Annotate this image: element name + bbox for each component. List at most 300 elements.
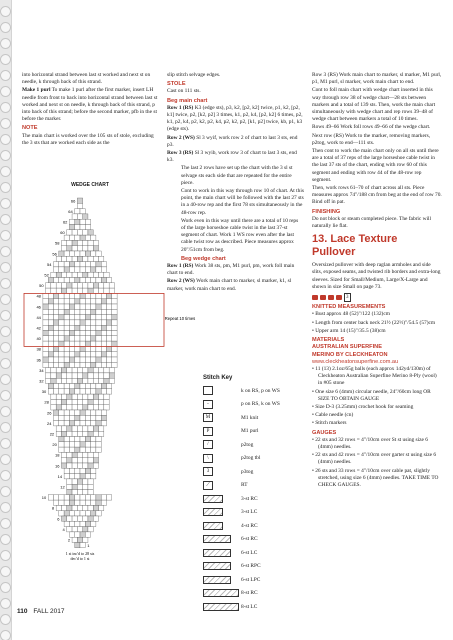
chart-cell [56, 394, 61, 399]
binder-hole [0, 534, 11, 545]
chart-cell [80, 410, 85, 415]
chart-cell [112, 357, 117, 362]
chart-cell [75, 341, 80, 346]
row-number-label: 28 [44, 399, 49, 405]
chart-cell [61, 505, 66, 510]
chart-cell [93, 516, 98, 521]
chart-cell [59, 336, 64, 341]
row-number-label: 20 [52, 442, 57, 448]
stitch-key-label: M1 knit [241, 414, 259, 421]
chart-cell [64, 235, 69, 240]
stitch-key [203, 375, 307, 614]
binder-hole [0, 262, 11, 273]
chart-cell [107, 320, 112, 325]
chart-cell [75, 293, 80, 298]
chart-cell [80, 495, 85, 500]
chart-cell [64, 415, 69, 420]
chart-cell [80, 511, 85, 516]
chart-cell [85, 267, 90, 272]
stitch-key-item [203, 411, 307, 425]
chart-cell [69, 346, 74, 351]
chart-cell [77, 203, 82, 208]
chart-cell [88, 479, 93, 484]
chart-cell [64, 384, 69, 389]
chart-cell [56, 373, 61, 378]
chart-cell [85, 495, 90, 500]
chart-cell [88, 426, 93, 431]
chart-cell [69, 278, 74, 283]
chart-cell [85, 442, 90, 447]
chart-foot-label: 1 st inc'd to 28 sts [65, 550, 95, 556]
chart-cell [64, 410, 69, 415]
chart-cell [43, 293, 48, 298]
chart-cell [85, 352, 90, 357]
stitch-key-item [203, 560, 307, 574]
chart-cell [80, 468, 85, 473]
binder-hole [0, 166, 11, 177]
chart-cell [104, 368, 109, 373]
pattern-title: 13. Lace Texture Pullover [312, 233, 398, 259]
chart-cell [88, 452, 93, 457]
chart-cell [72, 378, 77, 383]
chart-cell [69, 389, 74, 394]
chart-cell [109, 288, 114, 293]
chart-cell [88, 431, 93, 436]
binder-hole [0, 406, 11, 417]
then-text: Then cont to work the main chart only on all sts until there are a total of 37 reps of the large horseshoe cable twist in the last 37 sts of the chart, ending with row 60 of this segment and ending with row 44 of the 48-row rep segment. [312, 148, 439, 183]
chart-cell [67, 516, 72, 521]
chart-cell [64, 325, 69, 330]
chart-cell [72, 368, 77, 373]
wedge-row2-text: Work main chart to marker, sl marker, k1, sl marker, work main chart to end. [167, 278, 292, 292]
chart-cell [67, 426, 72, 431]
stitch-key-label: 3-st LC [241, 509, 258, 516]
chart-cell [80, 543, 85, 548]
chart-cell [69, 410, 74, 415]
chart-cell [96, 362, 101, 367]
chart-cell [72, 479, 77, 484]
row-number-label: 38 [36, 346, 41, 352]
chart-cell [77, 537, 82, 542]
chart-cell [107, 278, 112, 283]
chart-cell [59, 278, 64, 283]
binder-hole [0, 70, 11, 81]
beg-wedge-heading: Beg wedge chart [181, 255, 226, 262]
row-number-label: 8 [51, 505, 55, 511]
chart-cell [88, 458, 93, 463]
stitch-key-item [203, 519, 307, 533]
middle-column [167, 72, 304, 294]
chart-cell [48, 389, 53, 394]
stitch-symbol-icon: \ [203, 454, 241, 463]
page-number: 110 [17, 608, 28, 615]
chart-cell [69, 521, 74, 526]
chart-cell [96, 357, 101, 362]
chart-cell [54, 315, 59, 320]
binder-hole [0, 294, 11, 305]
chart-cell [64, 304, 69, 309]
chart-cell [75, 495, 80, 500]
chart-cell [107, 336, 112, 341]
chart-cell [99, 368, 104, 373]
chart-cell [64, 309, 69, 314]
chart-cell [75, 532, 80, 537]
chart-cell [80, 235, 85, 240]
binder-hole [0, 278, 11, 289]
chart-cell [93, 431, 98, 436]
binder-hole [0, 454, 11, 465]
chart-cell [96, 315, 101, 320]
chart-cell [112, 315, 117, 320]
chart-cell [77, 272, 82, 277]
chart-cell [83, 527, 88, 532]
chart-cell [69, 474, 74, 479]
chart-cell [59, 362, 64, 367]
chart-cell [93, 272, 98, 277]
chart-cell [101, 262, 106, 267]
chart-cell [54, 410, 59, 415]
stitch-key-item [203, 492, 307, 506]
chart-cell [46, 283, 51, 288]
chart-cell [77, 452, 82, 457]
chart-cell [99, 378, 104, 383]
chart-cell [75, 209, 80, 214]
chart-cell [93, 458, 98, 463]
chart-cell [91, 325, 96, 330]
chart-cell [80, 304, 85, 309]
chart-cell [64, 468, 69, 473]
stitch-key-label: 3-st RC [241, 495, 258, 502]
chart-cell [48, 336, 53, 341]
chart-cell [51, 272, 56, 277]
chart-cell [69, 442, 74, 447]
chart-cell [61, 405, 66, 410]
chart-cell [85, 304, 90, 309]
chart-cell [59, 251, 64, 256]
chart-cell [67, 405, 72, 410]
chart-cell [77, 463, 82, 468]
chart-cell [72, 246, 77, 251]
chart-cell [54, 320, 59, 325]
chart-cell [51, 288, 56, 293]
chart-cell [75, 447, 80, 452]
chart-cell [101, 500, 106, 505]
chart-cell [96, 447, 101, 452]
chart-cell [75, 219, 80, 224]
chart-cell [67, 378, 72, 383]
chart-cell [75, 511, 80, 516]
chart-cell [85, 410, 90, 415]
chart-cell [75, 262, 80, 267]
chart-cell [75, 389, 80, 394]
chart-cell [88, 368, 93, 373]
chart-cell [83, 537, 88, 542]
chart-cell [77, 458, 82, 463]
chart-cell [67, 505, 72, 510]
chart-cell [101, 309, 106, 314]
chart-cell [85, 299, 90, 304]
chart-cell [93, 240, 98, 245]
chart-cell [83, 431, 88, 436]
chart-cell [67, 283, 72, 288]
chart-cell [83, 240, 88, 245]
chart-cell [77, 214, 82, 219]
chart-cell [99, 394, 104, 399]
stitch-symbol-icon: 3 [203, 467, 241, 476]
chart-cell [59, 352, 64, 357]
chart-cell [101, 495, 106, 500]
chart-cell [77, 373, 82, 378]
chart-cell [80, 325, 85, 330]
chart-cell [77, 198, 82, 203]
stitch-key-item [203, 600, 307, 614]
chart-cell [72, 288, 77, 293]
chart-cell [72, 431, 77, 436]
chart-cell [48, 315, 53, 320]
binder-hole [0, 486, 11, 497]
chart-cell [80, 362, 85, 367]
selvage-text: slip stitch selvage edges. [167, 72, 221, 78]
chart-cell [83, 394, 88, 399]
chart-cell [85, 500, 90, 505]
yarn-url[interactable]: www.cleckheatonsuperfine.com.au [312, 358, 399, 365]
chart-cell [72, 399, 77, 404]
chart-cell [69, 357, 74, 362]
chart-cell [67, 394, 72, 399]
cont-wedge-text: Cont to foll main chart with wedge chart inserted in this way through row 38 of wedge chart—28 sts between markers and a total of 139 sts. Then, work the main chart simultaneously with wedge chart and rep rows 39–48 of wedge chart between markers a total of 10 times. [312, 87, 436, 123]
stitch-key-item [203, 384, 307, 398]
chart-cell [96, 267, 101, 272]
chart-cell [48, 309, 53, 314]
chart-cell [80, 331, 85, 336]
chart-cell [107, 495, 112, 500]
row-number-label: 22 [49, 431, 55, 437]
chart-cell [80, 415, 85, 420]
chart-cell [77, 288, 82, 293]
rows61-text: Then, work rows 61–70 of chart across all sts. Piece measures approx 74"/188 cm from beg at the end of row 70. Bind off in pat. [312, 185, 442, 206]
chart-cell [59, 325, 64, 330]
chart-cell [83, 378, 88, 383]
chart-cell [104, 394, 109, 399]
chart-cell [91, 447, 96, 452]
chart-cell [61, 431, 66, 436]
chart-cell [43, 309, 48, 314]
chart-cell [88, 256, 93, 261]
chart-cell [67, 288, 72, 293]
yarn-brand: MERINO BY CLECKHEATON [312, 351, 388, 358]
chart-cell [75, 346, 80, 351]
chart-cell [72, 516, 77, 521]
chart-cell [54, 293, 59, 298]
chart-cell [69, 362, 74, 367]
stitch-symbol-icon: ⟋ [203, 481, 241, 490]
chart-cell [101, 336, 106, 341]
chart-cell [101, 278, 106, 283]
chart-cell [48, 320, 53, 325]
chart-cell [93, 378, 98, 383]
chart-cell [85, 262, 90, 267]
chart-cell [91, 357, 96, 362]
chart-cell [67, 431, 72, 436]
binder-hole [0, 214, 11, 225]
chart-cell [107, 309, 112, 314]
chart-cell [75, 267, 80, 272]
chart-cell [48, 357, 53, 362]
chart-cell [54, 346, 59, 351]
chart-cell [101, 421, 106, 426]
row-number-label: 46 [36, 304, 41, 310]
chart-cell [91, 267, 96, 272]
chart-cell [85, 320, 90, 325]
chart-cell [80, 219, 85, 224]
chart-cell [75, 421, 80, 426]
chart-cell [85, 521, 90, 526]
chart-cell [72, 463, 77, 468]
chart-cell [69, 421, 74, 426]
chart-cell [56, 283, 61, 288]
chart-cell [64, 511, 69, 516]
even-text: Work even in this way until there are a total of 10 reps of the large horseshoe cable twist in the last 37-st segment of chart. Work 1 WS row even after the last cable twist row as described. Piece measures approx 20"/51cm from beg. [181, 217, 299, 253]
chart-cell [59, 389, 64, 394]
chart-cell [67, 463, 72, 468]
chart-cell [54, 325, 59, 330]
chart-cell [43, 346, 48, 351]
chart-cell [91, 320, 96, 325]
chart-cell [80, 447, 85, 452]
chart-cell [59, 315, 64, 320]
chart-cell [69, 251, 74, 256]
chart-cell [91, 511, 96, 516]
chart-cell [80, 521, 85, 526]
chart-cell [72, 240, 77, 245]
chart-cell [88, 399, 93, 404]
chart-cell [75, 357, 80, 362]
finishing-heading: FINISHING [312, 208, 341, 215]
chart-cell [85, 346, 90, 351]
chart-cell [75, 315, 80, 320]
chart-cell [69, 225, 74, 230]
chart-cell [88, 405, 93, 410]
chart-cell [69, 511, 74, 516]
chart-cell [75, 362, 80, 367]
chart-cell [93, 399, 98, 404]
chart-cell [83, 214, 88, 219]
chart-cell [64, 293, 69, 298]
wedge-row1-text: Work 38 sts, pm, M1 purl, pm, work foll main chart to end. [167, 263, 295, 277]
chart-cell [85, 225, 90, 230]
chart-cell [64, 299, 69, 304]
chart-cell [96, 341, 101, 346]
chart-cell [69, 293, 74, 298]
chart-cell [112, 309, 117, 314]
chart-cell [51, 283, 56, 288]
level-badge: 3 [344, 293, 351, 302]
chart-cell [88, 463, 93, 468]
binder-hole [0, 566, 11, 577]
chart-cell [75, 384, 80, 389]
chart-cell [80, 267, 85, 272]
material-item: • 11 (13) 2.1oz/65g balls (each approx 142yd/130m) of Cleckheaton Australian Superfine Merino 8-Ply (wool) in #05 stone [312, 365, 437, 387]
repeat-label: Repeat 10 times [164, 315, 196, 321]
binder-hole [0, 86, 11, 97]
row-number-label: 44 [36, 314, 41, 320]
chart-cell [96, 500, 101, 505]
chart-cell [51, 394, 56, 399]
chart-cell [54, 362, 59, 367]
chart-cell [54, 415, 59, 420]
issue-name: FALL 2017 [33, 608, 65, 615]
chart-cell [69, 495, 74, 500]
chart-cell [91, 384, 96, 389]
binder-hole [0, 326, 11, 337]
chart-cell [85, 511, 90, 516]
chart-cell [64, 251, 69, 256]
chart-cell [83, 230, 88, 235]
stitch-key-item [203, 546, 307, 560]
chart-cell [69, 437, 74, 442]
chart-cell [59, 500, 64, 505]
chart-cell [72, 283, 77, 288]
chart-cell [75, 235, 80, 240]
chart-cell [48, 495, 53, 500]
row-number-label: 36 [36, 357, 41, 363]
stitch-key-item [203, 465, 307, 479]
chart-cell [104, 405, 109, 410]
chart-cell [56, 426, 61, 431]
row-number-label: 2 [67, 537, 71, 543]
chart-cell [93, 288, 98, 293]
chart-cell [54, 336, 59, 341]
chart-cell [96, 325, 101, 330]
chart-cell [107, 293, 112, 298]
chart-cell [64, 362, 69, 367]
chart-cell [59, 267, 64, 272]
measurements-heading: KNITTED MEASUREMENTS [312, 304, 386, 311]
chart-cell [112, 325, 117, 330]
chart-cell [85, 389, 90, 394]
chart-cell [61, 452, 66, 457]
chart-cell [112, 341, 117, 346]
chart-cell [51, 378, 56, 383]
chart-cell [59, 442, 64, 447]
chart-cell [83, 272, 88, 277]
measurement-item: • Upper arm 14 (15)"/35.5 (38)cm [312, 327, 386, 334]
chart-cell [96, 389, 101, 394]
stitch-key-label: k on RS, p on WS [241, 387, 280, 394]
chart-cell [80, 336, 85, 341]
chart-cell [99, 288, 104, 293]
chart-cell [101, 389, 106, 394]
chart-cell [96, 293, 101, 298]
chart-cell [88, 527, 93, 532]
chart-cell [91, 341, 96, 346]
chart-cell [72, 458, 77, 463]
stitch-symbol-icon [203, 386, 241, 395]
chart-cell [104, 288, 109, 293]
chart-cell [67, 230, 72, 235]
stitch-symbol-icon [203, 603, 241, 611]
chart-cell [85, 325, 90, 330]
row-number-label: 40 [36, 336, 41, 342]
chart-cell [91, 389, 96, 394]
material-item: • One size 6 (4mm) circular needle, 24"/60cm long OR SIZE TO OBTAIN GAUGE [312, 388, 431, 402]
chart-cell [69, 352, 74, 357]
chart-cell [72, 230, 77, 235]
chart-cell [48, 352, 53, 357]
chart-cell [107, 304, 112, 309]
chart-cell [77, 378, 82, 383]
chart-cell [72, 394, 77, 399]
